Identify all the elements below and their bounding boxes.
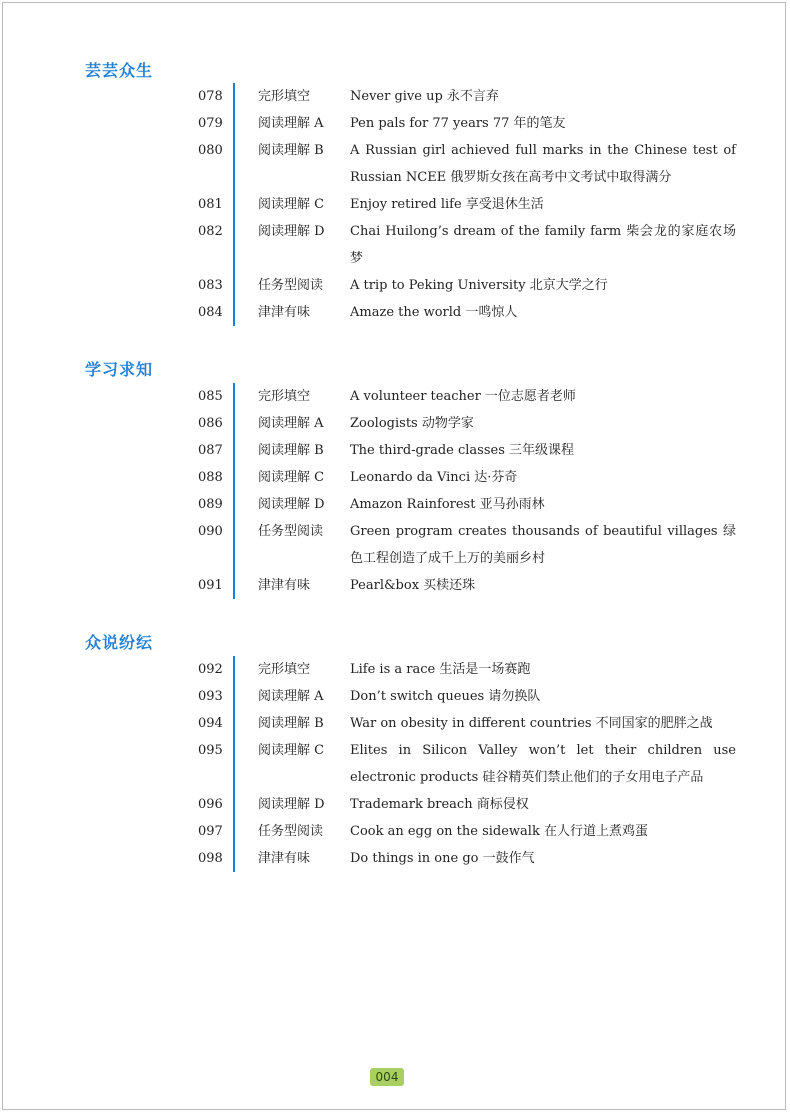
- entry-title: A trip to Peking University 北京大学之行: [350, 278, 608, 293]
- entry-title: Cook an egg on the sidewalk 在人行道上煮鸡蛋: [350, 824, 648, 839]
- section-title: 学习求知: [85, 360, 154, 379]
- entry-number: 093: [198, 689, 223, 704]
- entry-number: 084: [198, 305, 223, 320]
- entry-title: War on obesity in different countries 不同国家的肥胖之战: [350, 716, 713, 731]
- entry-title: Elites in Silicon Valley won’t let their children use electronic products 硅谷精英们禁止他们的子女用电子产品: [350, 743, 736, 785]
- entry-number: 083: [198, 278, 223, 293]
- entry-title: Amazon Rainforest 亚马孙雨林: [350, 497, 545, 512]
- toc-row[interactable]: [0, 218, 790, 272]
- toc-row[interactable]: [0, 272, 790, 299]
- entry-number: 097: [198, 824, 223, 839]
- entry-title: Pearl&box 买椟还珠: [350, 578, 476, 593]
- entry-number: 085: [198, 389, 223, 404]
- entry-category: 阅读理解 A: [258, 116, 324, 131]
- entry-title: The third-grade classes 三年级课程: [350, 443, 575, 458]
- toc-row[interactable]: [0, 383, 790, 410]
- toc-row[interactable]: [0, 737, 790, 791]
- entry-title: Trademark breach 商标侵权: [350, 797, 529, 812]
- entry-title: A volunteer teacher 一位志愿者老师: [350, 389, 576, 404]
- divider-bar: [233, 410, 235, 437]
- divider-bar: [233, 710, 235, 737]
- toc-row[interactable]: [0, 656, 790, 683]
- toc-row[interactable]: [0, 791, 790, 818]
- entry-category: 阅读理解 C: [258, 743, 325, 758]
- toc-row[interactable]: [0, 818, 790, 845]
- toc-row[interactable]: [0, 410, 790, 437]
- entry-category: 阅读理解 B: [258, 143, 324, 158]
- divider-bar: [233, 218, 235, 272]
- divider-bar: [233, 518, 235, 572]
- entry-category: 津津有味: [258, 851, 311, 866]
- toc-row[interactable]: [0, 845, 790, 872]
- divider-bar: [233, 818, 235, 845]
- entry-number: 096: [198, 797, 223, 812]
- toc-row[interactable]: [0, 710, 790, 737]
- divider-bar: [233, 572, 235, 599]
- divider-bar: [233, 299, 235, 326]
- toc-row[interactable]: [0, 110, 790, 137]
- divider-bar: [233, 464, 235, 491]
- entry-list: [0, 383, 790, 599]
- section-title: 众说纷纭: [85, 633, 154, 652]
- entry-category: 津津有味: [258, 305, 311, 320]
- toc-row[interactable]: [0, 437, 790, 464]
- entry-category: 完形填空: [258, 389, 311, 404]
- divider-bar: [233, 83, 235, 110]
- entry-category: 完形填空: [258, 662, 311, 677]
- entry-number: 092: [198, 662, 223, 677]
- entry-title: Life is a race 生活是一场赛跑: [350, 662, 531, 677]
- entry-category: 阅读理解 A: [258, 416, 324, 431]
- entry-number: 086: [198, 416, 223, 431]
- entry-title: Green program creates thousands of beautiful villages 绿色工程创造了成千上万的美丽乡村: [350, 524, 736, 566]
- divider-bar: [233, 110, 235, 137]
- toc-row[interactable]: [0, 572, 790, 599]
- toc-row[interactable]: [0, 299, 790, 326]
- divider-bar: [233, 383, 235, 410]
- divider-bar: [233, 491, 235, 518]
- page-number: 004: [370, 1068, 404, 1086]
- divider-bar: [233, 683, 235, 710]
- divider-bar: [233, 272, 235, 299]
- toc-row[interactable]: [0, 137, 790, 191]
- entry-number: 088: [198, 470, 223, 485]
- entry-number: 089: [198, 497, 223, 512]
- entry-category: 阅读理解 D: [258, 224, 325, 239]
- entry-category: 阅读理解 C: [258, 197, 325, 212]
- entry-category: 阅读理解 B: [258, 716, 324, 731]
- entry-number: 094: [198, 716, 223, 731]
- entry-number: 087: [198, 443, 223, 458]
- entry-category: 阅读理解 C: [258, 470, 325, 485]
- entry-title: Enjoy retired life 享受退休生活: [350, 197, 544, 212]
- entry-title: A Russian girl achieved full marks in the Chinese test of Russian NCEE 俄罗斯女孩在高考中文考试中取得满分: [350, 143, 736, 185]
- entry-category: 阅读理解 A: [258, 689, 324, 704]
- entry-title: Leonardo da Vinci 达·芬奇: [350, 470, 518, 485]
- divider-bar: [233, 845, 235, 872]
- entry-category: 津津有味: [258, 578, 311, 593]
- entry-category: 阅读理解 D: [258, 797, 325, 812]
- entry-category: 阅读理解 B: [258, 443, 324, 458]
- entry-number: 079: [198, 116, 223, 131]
- entry-title: Chai Huilong’s dream of the family farm 柴会龙的家庭农场梦: [350, 224, 736, 266]
- toc-row[interactable]: [0, 683, 790, 710]
- toc-row[interactable]: [0, 491, 790, 518]
- entry-list: [0, 83, 790, 326]
- divider-bar: [233, 191, 235, 218]
- entry-number: 080: [198, 143, 223, 158]
- section-title: 芸芸众生: [85, 61, 154, 80]
- entry-title: Amaze the world 一鸣惊人: [350, 305, 518, 320]
- entry-title: Don’t switch queues 请勿换队: [350, 689, 541, 704]
- entry-category: 任务型阅读: [258, 824, 324, 839]
- entry-list: [0, 656, 790, 872]
- entry-category: 阅读理解 D: [258, 497, 325, 512]
- toc-row[interactable]: [0, 464, 790, 491]
- entry-category: 任务型阅读: [258, 278, 324, 293]
- entry-number: 091: [198, 578, 223, 593]
- divider-bar: [233, 656, 235, 683]
- entry-number: 081: [198, 197, 223, 212]
- entry-number: 078: [198, 89, 223, 104]
- entry-category: 任务型阅读: [258, 524, 324, 539]
- entry-number: 082: [198, 224, 223, 239]
- entry-category: 完形填空: [258, 89, 311, 104]
- entry-number: 090: [198, 524, 223, 539]
- divider-bar: [233, 437, 235, 464]
- divider-bar: [233, 137, 235, 191]
- entry-title: Do things in one go 一鼓作气: [350, 851, 535, 866]
- divider-bar: [233, 737, 235, 791]
- entry-number: 095: [198, 743, 223, 758]
- entry-number: 098: [198, 851, 223, 866]
- toc-row[interactable]: [0, 83, 790, 110]
- entry-title: Zoologists 动物学家: [350, 416, 474, 431]
- entry-title: Never give up 永不言弃: [350, 89, 499, 104]
- toc-row[interactable]: [0, 191, 790, 218]
- divider-bar: [233, 791, 235, 818]
- toc-row[interactable]: [0, 518, 790, 572]
- entry-title: Pen pals for 77 years 77 年的笔友: [350, 116, 566, 131]
